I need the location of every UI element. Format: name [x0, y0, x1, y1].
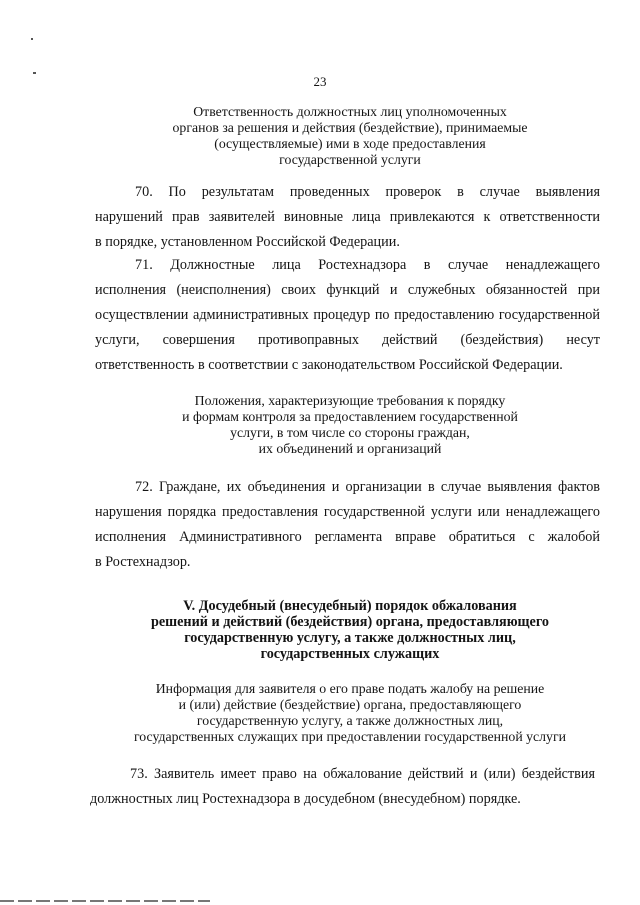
heading-line: V. Досудебный (внесудебный) порядок обжалования — [183, 598, 517, 614]
paragraph-line: нарушения порядка предоставления государственной услуги или ненадлежащего — [95, 504, 600, 520]
heading-line: государственных служащих при предоставлении государственной услуги — [133, 729, 566, 744]
heading-line: органов за решения и действия (бездействие), принимаемые — [172, 120, 528, 135]
heading-line: государственной услуги — [279, 152, 421, 167]
heading-line: государственных служащих — [260, 646, 440, 662]
heading-line: (осуществляемые) ими в ходе предоставления — [214, 136, 486, 151]
heading-line: их объединений и организаций — [258, 441, 442, 456]
paragraph-line: 73. Заявитель имеет право на обжалование действий и (или) бездействия — [130, 766, 595, 782]
heading-line: государственную услугу, а также должностных лиц, — [184, 630, 516, 646]
paragraph-line: нарушений прав заявителей виновные лица привлекаются к ответственности — [95, 209, 600, 225]
heading-line: Положения, характеризующие требования к порядку — [194, 393, 506, 408]
paragraph-line: осуществлении административных процедур по предоставлению государственной — [95, 307, 600, 323]
section-heading-control — [140, 393, 560, 457]
heading-line: решений и действий (бездействия) органа, предоставляющего — [150, 614, 550, 630]
paragraph-line: ответственность в соответствии с законодательством Российской Федерации. — [95, 357, 563, 373]
chapter-heading — [110, 598, 590, 662]
section-heading-responsibility — [140, 104, 560, 168]
heading-line: Информация для заявителя о его праве подать жалобу на решение — [155, 681, 545, 696]
heading-line: Ответственность должностных лиц уполномоченных — [193, 104, 507, 119]
paragraph-line: исполнения Административного регламента вправе обратиться с жалобой — [95, 529, 600, 545]
paragraph-line: в Ростехнадзор. — [95, 554, 191, 570]
paragraph-line: должностных лиц Ростехнадзора в досудебном (внесудебном) порядке. — [90, 791, 521, 807]
paragraph-line: исполнения (неисполнения) своих функций и служебных обязанностей при — [95, 282, 600, 298]
paragraph-line: в порядке, установленном Российской Федерации. — [95, 234, 400, 250]
page-number: 23 — [313, 74, 327, 89]
paragraph-line: 71. Должностные лица Ростехнадзора в случае ненадлежащего — [135, 257, 600, 273]
paragraph-line: услуги, совершения противоправных действий (бездействия) несут — [95, 332, 600, 348]
heading-line: услуги, в том числе со стороны граждан, — [230, 425, 470, 440]
section-heading-complaint-info — [95, 681, 605, 745]
paragraph-line: 72. Граждане, их объединения и организации в случае выявления фактов — [135, 479, 600, 495]
paragraph-line: 70. По результатам проведенных проверок в случае выявления — [135, 184, 600, 200]
scan-edge — [0, 900, 210, 902]
scan-mark — [31, 38, 33, 40]
paragraph-73 — [90, 762, 595, 812]
paragraph-72 — [95, 475, 600, 575]
heading-line: и (или) действие (бездействие) органа, предоставляющего — [178, 697, 522, 712]
paragraph-70 — [95, 180, 600, 255]
heading-line: и формам контроля за предоставлением государственной — [182, 409, 518, 424]
paragraph-71 — [95, 253, 600, 378]
heading-line: государственную услугу, а также должностных лиц, — [196, 713, 504, 728]
